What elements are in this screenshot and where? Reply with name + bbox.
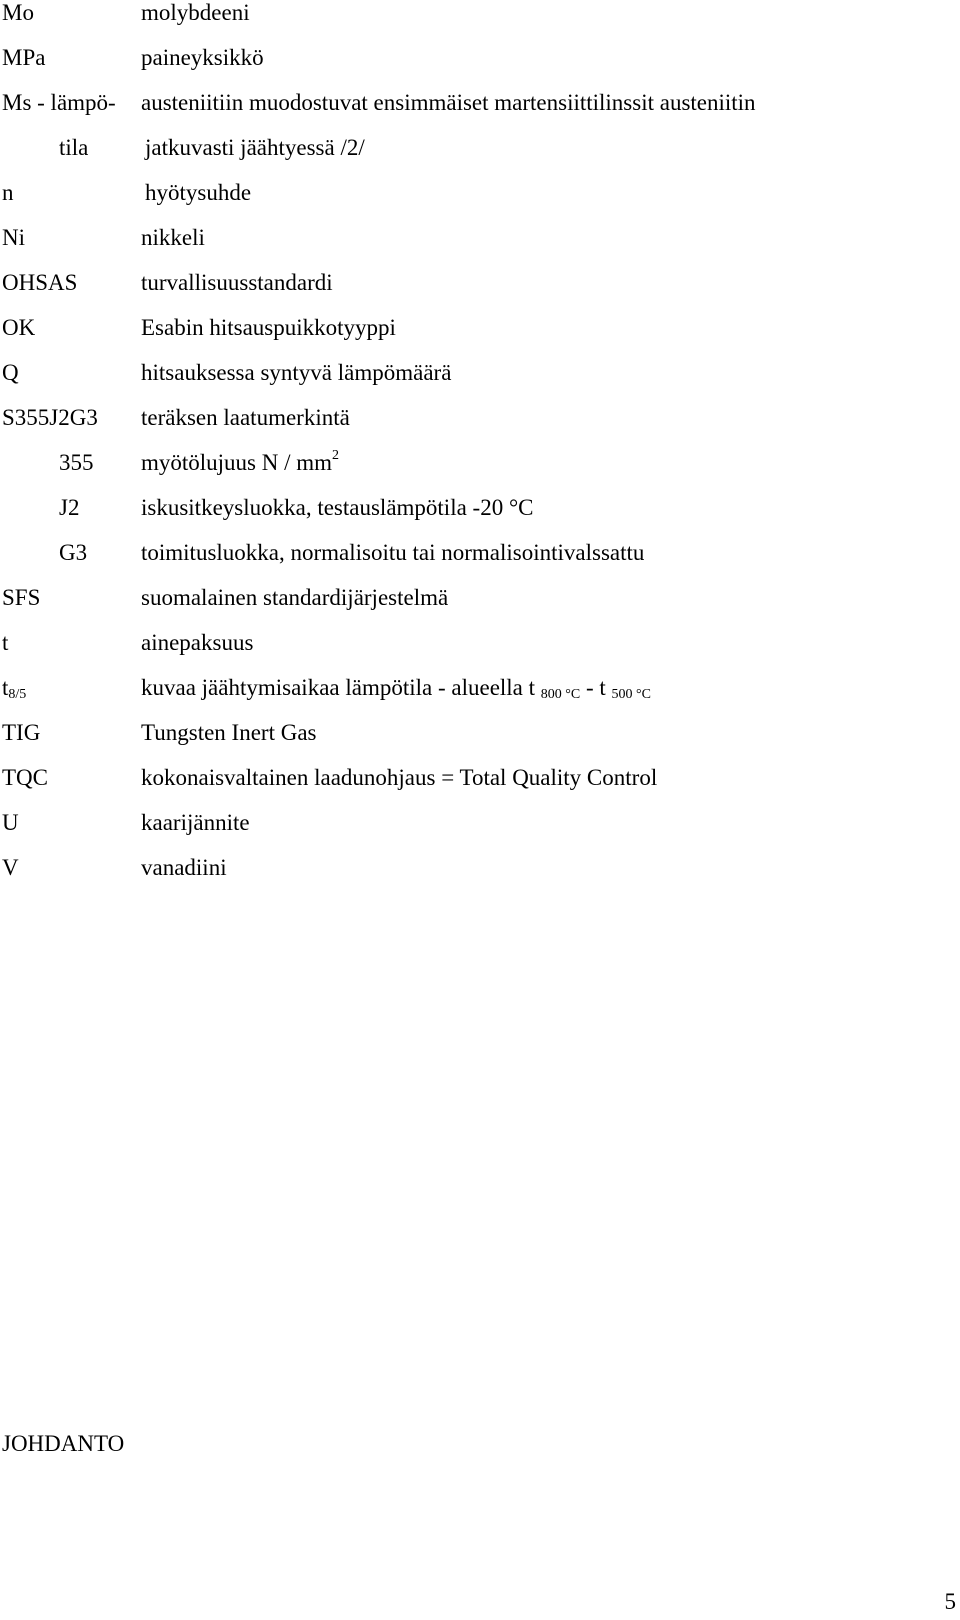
abbreviation: Mo <box>2 0 34 25</box>
definition <box>141 672 651 704</box>
list-item <box>0 267 940 299</box>
abbreviation-text: t <box>2 675 9 700</box>
list-item <box>0 87 940 119</box>
definition: ainepaksuus <box>141 630 254 655</box>
definition: paineyksikkö <box>141 45 264 70</box>
abbreviation: Ni <box>2 225 25 250</box>
definition: teräksen laatumerkintä <box>141 405 350 430</box>
definition: molybdeeni <box>141 0 250 25</box>
list-item <box>0 762 940 794</box>
list-item <box>0 627 940 659</box>
list-item <box>0 177 940 209</box>
abbreviation: OK <box>2 315 36 340</box>
abbreviation: J2 <box>59 495 80 520</box>
abbreviation: Ms - lämpö- <box>2 90 116 115</box>
abbreviation: t <box>2 630 9 655</box>
definition-text: kuvaa jäähtymisaikaa lämpötila - alueella t <box>141 675 541 700</box>
abbreviation: TIG <box>2 720 41 745</box>
definition: iskusitkeysluokka, testauslämpötila -20 °C <box>141 495 534 520</box>
list-item <box>0 357 940 389</box>
definition: jatkuvasti jäähtyessä /2/ <box>145 135 365 160</box>
definition: Esabin hitsauspuikkotyyppi <box>141 315 396 340</box>
definition: austeniitiin muodostuvat ensimmäiset martensiittilinssit austeniitin <box>141 90 756 115</box>
superscript: 2 <box>332 448 340 464</box>
definition: Tungsten Inert Gas <box>141 720 317 745</box>
abbreviation: SFS <box>2 585 41 610</box>
abbreviation: OHSAS <box>2 270 78 295</box>
subscript: 8/5 <box>8 687 27 702</box>
definition: toimitusluokka, normalisoitu tai normalisointivalssattu <box>141 540 645 565</box>
definition: kaarijännite <box>141 810 250 835</box>
abbreviation: Q <box>2 360 19 385</box>
list-item <box>0 312 940 344</box>
definition-text: myötölujuus N / mm <box>141 450 333 475</box>
definition: hyötysuhde <box>145 180 252 205</box>
list-item <box>0 672 940 704</box>
list-item <box>0 717 940 749</box>
definition: nikkeli <box>141 225 205 250</box>
abbreviation: TQC <box>2 765 48 790</box>
list-item <box>0 402 940 434</box>
list-item <box>0 582 940 614</box>
definition <box>141 447 339 479</box>
definition: vanadiini <box>141 855 227 880</box>
list-item <box>0 492 940 524</box>
abbreviation: 355 <box>59 450 94 475</box>
page-number: 5 <box>944 1589 956 1614</box>
list-item <box>0 42 940 74</box>
list-item <box>0 852 940 884</box>
list-item <box>0 807 940 839</box>
abbreviation: n <box>2 180 14 205</box>
subscript: 800 °C <box>540 687 581 702</box>
abbreviation: V <box>2 855 19 880</box>
subscript: 500 °C <box>611 687 651 702</box>
list-item <box>0 132 940 164</box>
definition: turvallisuusstandardi <box>141 270 333 295</box>
list-item <box>0 0 940 29</box>
definition: suomalainen standardijärjestelmä <box>141 585 449 610</box>
definition: kokonaisvaltainen laadunohjaus = Total Quality Control <box>141 765 658 790</box>
abbreviation: tila <box>59 135 89 160</box>
list-item <box>0 222 940 254</box>
list-item <box>0 447 940 479</box>
definition-text: - t <box>580 675 612 700</box>
list-item <box>0 537 940 569</box>
definition: hitsauksessa syntyvä lämpömäärä <box>141 360 452 385</box>
section-heading: JOHDANTO <box>2 1431 125 1456</box>
abbreviation: S355J2G3 <box>2 405 98 430</box>
abbreviation <box>2 672 26 704</box>
abbreviation: U <box>2 810 19 835</box>
abbreviation: G3 <box>59 540 88 565</box>
abbreviation: MPa <box>2 45 46 70</box>
